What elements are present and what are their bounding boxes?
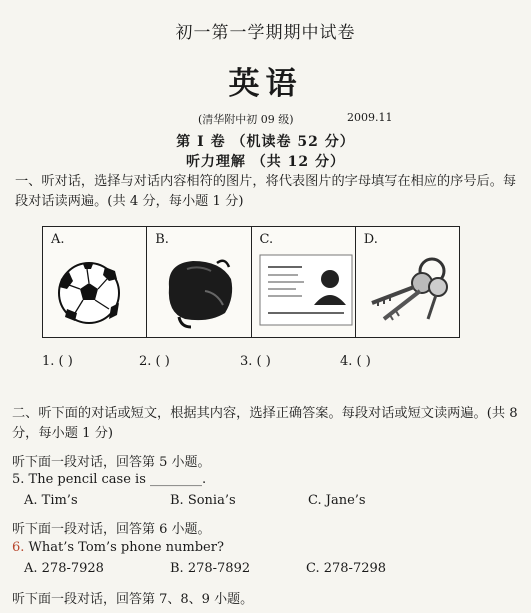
picture-letter: B. (155, 232, 169, 247)
question-6-text: What’s Tom’s phone number? (24, 540, 224, 555)
question-6 (12, 540, 224, 555)
q6-option-c: C. 278-7298 (306, 561, 387, 576)
id-card-icon (252, 227, 356, 337)
q5-option-c: C. Jane’s (308, 493, 366, 508)
q5-option-b: B. Sonia’s (170, 493, 236, 508)
picture-letter: A. (51, 232, 65, 247)
listening-heading: 听力理解 （共 12 分） (185, 154, 346, 170)
picture-letter: C. (259, 232, 274, 247)
picture-table (42, 226, 460, 338)
exam-date: 2009.11 (347, 111, 393, 124)
picture-cell-d (356, 227, 459, 337)
exam-title: 初一第一学期期中试卷 (175, 23, 356, 43)
picture-cell-b (147, 227, 251, 337)
section2-instructions: 二、听下面的对话或短文，根据其内容，选择正确答案。每段对话或短文读两遍。(共 8 分，每小题 1 分) (12, 406, 518, 441)
q6-option-a: A. 278-7928 (24, 561, 104, 576)
group2-intro: 听下面一段对话，回答第 6 小题。 (12, 522, 211, 537)
picture-letter: D. (363, 232, 378, 247)
question-5: 5. The pencil case is ________. (12, 472, 207, 487)
section1-instructions: 一、听对话，选择与对话内容相符的图片，将代表图片的字母填写在相应的序号后。每段对话读两遍。(共 4 分，每小题 1 分) (15, 174, 517, 209)
q6-option-b: B. 278-7892 (170, 561, 251, 576)
answer-blank-2: 2. ( ) (139, 354, 170, 369)
backpack-icon (147, 227, 251, 337)
answer-blank-4: 4. ( ) (340, 354, 371, 369)
question-6-number: 6. (12, 540, 25, 555)
answer-blank-3: 3. ( ) (240, 354, 271, 369)
q5-option-a: A. Tim’s (24, 493, 78, 508)
picture-cell-c (252, 227, 356, 337)
subject-title: 英语 (228, 66, 303, 102)
answer-blank-1: 1. ( ) (42, 354, 73, 369)
volume-heading: 第 I 卷 （机读卷 52 分） (176, 134, 355, 150)
group3-intro: 听下面一段对话，回答第 7、8、9 小题。 (12, 592, 254, 607)
school-label: (清华附中初 09 级) (198, 113, 294, 126)
keys-icon (356, 227, 460, 337)
picture-cell-a (43, 227, 147, 337)
soccer-ball-icon (43, 227, 147, 337)
group1-intro: 听下面一段对话，回答第 5 小题。 (12, 455, 211, 470)
